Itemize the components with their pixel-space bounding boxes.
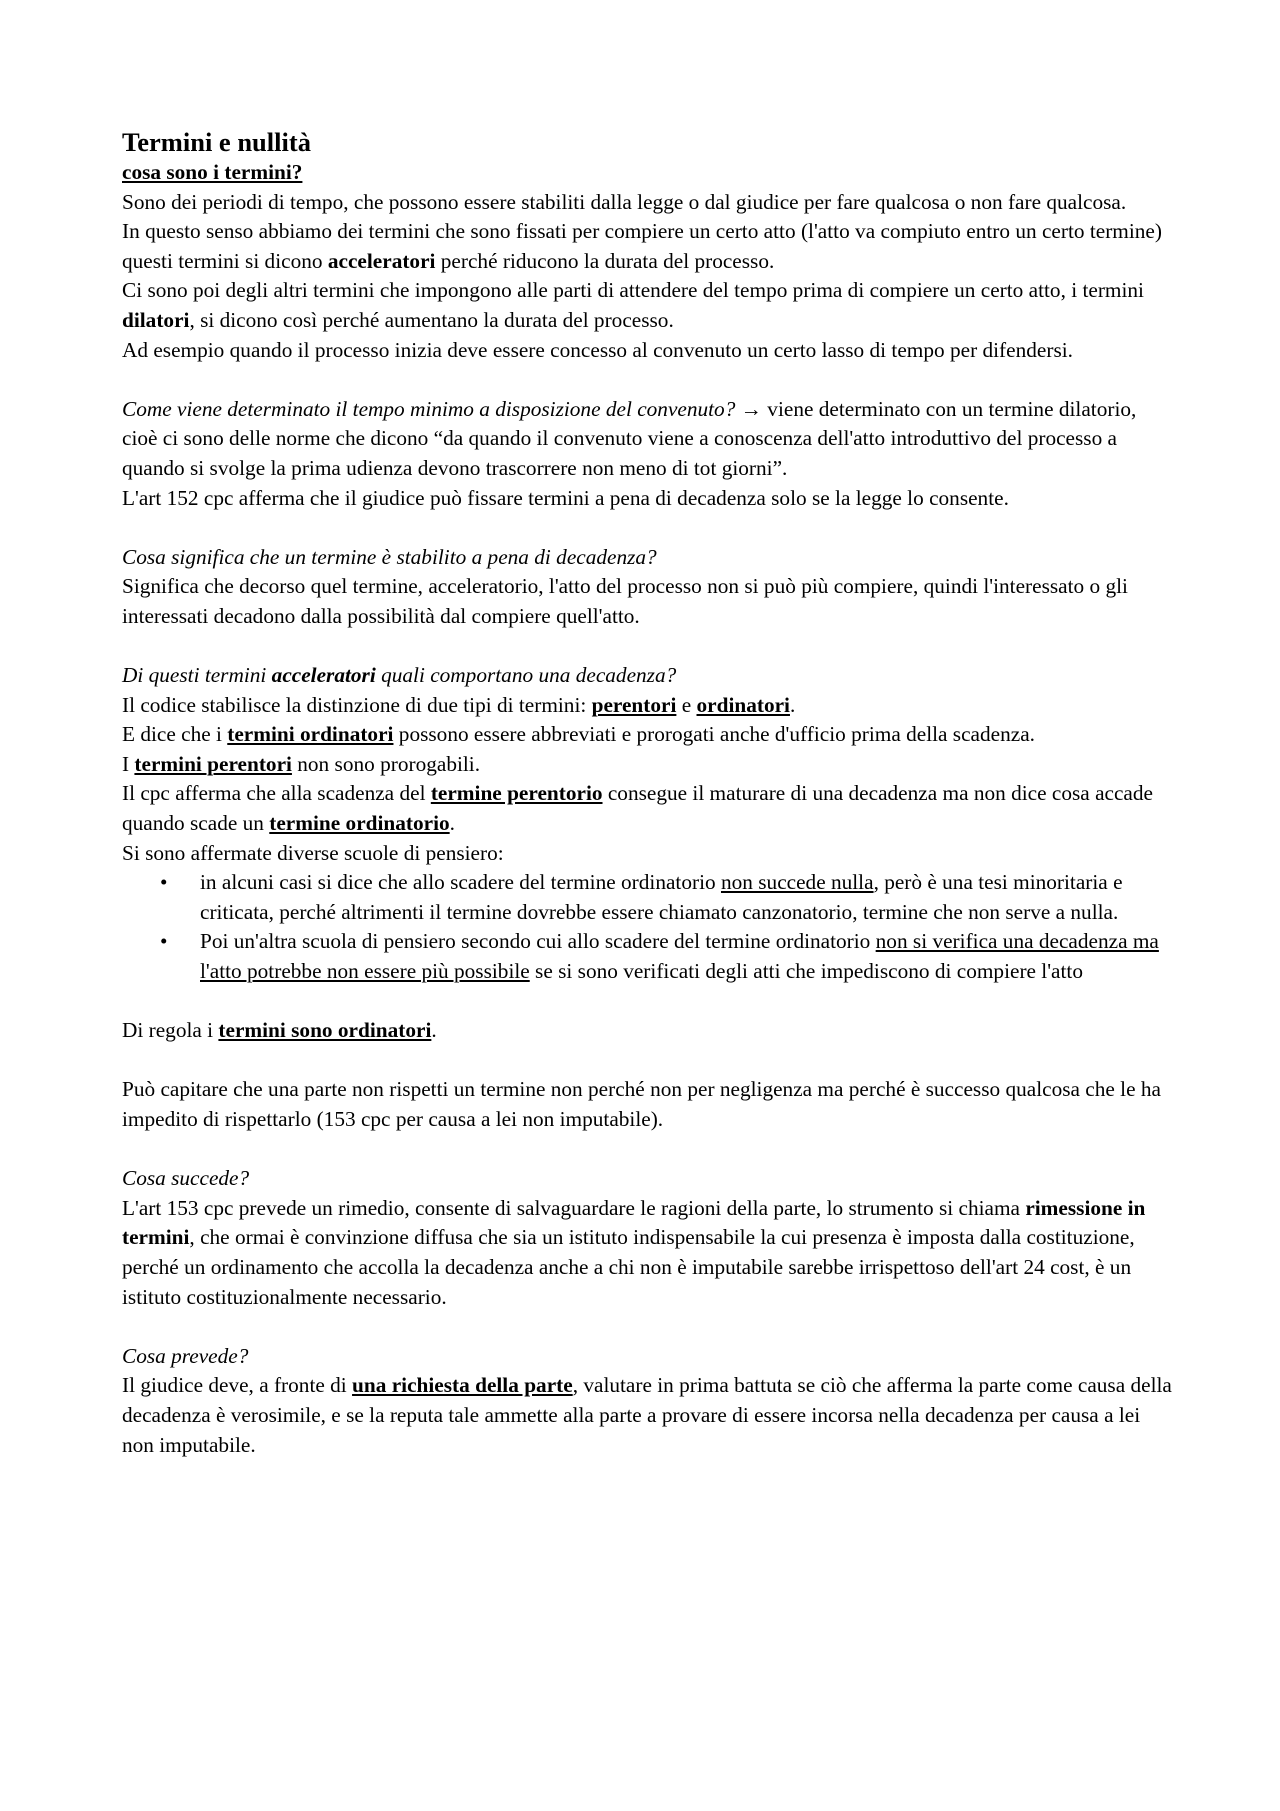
text-run: possono essere abbreviati e prorogati anche d'ufficio prima della scadenza. [393,722,1035,747]
spacer [122,1312,1172,1342]
text-run: Di questi termini [122,663,272,688]
text-run: Il giudice deve, a fronte di [122,1373,353,1398]
paragraph-cpc-scadenza [122,779,1172,838]
spacer [122,1046,1172,1076]
answer-text: → viene determinato con un termine dilatorio, cioè ci sono delle norme che dicono “da quando il convenuto viene a conoscenza dell'atto introduttivo del processo a quando si svolge la prima udienza devono trascorrere non meno di tot giorni”. [122,396,1137,480]
text-run: Ci sono poi degli altri termini che impongono alle parti di attendere del tempo prima di compiere un certo atto, i termini [122,278,1144,303]
paragraph-ordinatori [122,720,1172,750]
underlined-text: non si verifica una decadenza ma l'atto potrebbe non essere più possibile [200,929,1159,984]
term-richiesta-parte: una richiesta della parte [352,1373,573,1398]
question-5: Cosa prevede? [122,1343,249,1368]
bullet-list [122,868,1172,986]
paragraph-definition: Sono dei periodi di tempo, che possono essere stabiliti dalla legge o dal giudice per fare qualcosa o non fare qualcosa. [122,189,1127,214]
text-run: consegue il maturare di una decadenza ma non dice cosa accade quando scade un [122,781,1153,836]
spacer [122,987,1172,1017]
paragraph-art-152: L'art 152 cpc afferma che il giudice può fissare termini a pena di decadenza solo se la legge lo consente. [122,485,1009,510]
question-2: Cosa significa che un termine è stabilito a pena di decadenza? [122,544,657,569]
paragraph-giudice [122,1371,1172,1460]
question-3 [122,661,1172,691]
term-perentori: perentori [591,692,677,717]
text-run: , però è una tesi minoritaria e criticata, perché altrimenti il termine dovrebbe essere chiamato canzonatorio, termine che non serve a nulla. [200,870,1123,924]
term-ordinatori: ordinatori [696,692,790,717]
question-text: Come viene determinato il tempo minimo a disposizione del convenuto? [122,396,736,421]
text-run: quali comportano una decadenza? [375,663,677,688]
text-run: , valutare in prima battuta se ciò che afferma la parte come causa della decadenza è verosimile, e se la reputa tale ammette alla parte a provare di essere incorsa nella decadenza per causa a lei non imputabile. [122,1373,1172,1457]
bullet-icon: • [160,929,168,954]
spacer [122,1135,1172,1165]
text-run: E dice che i [122,722,228,747]
paragraph-negligenza: Può capitare che una parte non rispetti un termine non perché non per negligenza ma perché è successo qualcosa che le ha impedito di rispettarlo (153 cpc per causa a lei non imputabile). [122,1077,1161,1131]
paragraph-distinzione [122,691,1172,721]
text-run: Il cpc afferma che alla scadenza del [122,781,431,806]
text-run: L'art 153 cpc prevede un rimedio, consente di salvaguardare le ragioni della parte, lo strumento si chiama [122,1195,1026,1220]
spacer [122,365,1172,395]
text-run: in alcuni casi si dice che allo scadere del termine ordinatorio [200,870,721,895]
bold-term-acceleratori: acceleratori [327,248,436,273]
text-run: . [449,811,455,836]
bold-term-dilatori: dilatori [122,307,190,332]
term-termini-sono-ordinatori: termini sono ordinatori [218,1018,432,1043]
paragraph-acceleratori [122,217,1172,276]
spacer [122,632,1172,662]
spacer [122,513,1172,543]
text-run: , che ormai è convinzione diffusa che sia un istituto indispensabile la cui presenza è imposta dalla costituzione, perché un ordinamento che accolla la decadenza anche a chi non è imputabile sarebbe irrispettoso dell'art 24 cost, è un istituto costituzionalmente necessario. [122,1225,1135,1309]
text-run: In questo senso abbiamo dei termini che sono fissati per compiere un certo atto (l'atto va compiuto entro un certo termine) questi termini si dicono [122,219,1162,273]
paragraph-example: Ad esempio quando il processo inizia deve essere concesso al convenuto un certo lasso di tempo per difendersi. [122,337,1073,362]
bold-term-acceleratori: acceleratori [271,663,376,688]
text-run: non sono prorogabili. [291,751,481,776]
underlined-text: non succede nulla [720,870,874,895]
text-run: perché riducono la durata del processo. [435,248,775,273]
text-run: . [789,692,796,717]
text-run: I [122,751,135,776]
page-title: Termini e nullità [122,127,311,157]
section-subtitle: cosa sono i termini? [122,160,303,184]
term-termine-ordinatorio: termine ordinatorio [269,811,450,836]
text-run: , si dicono così perché aumentano la durata del processo. [189,307,674,332]
document-page [122,126,1172,1460]
paragraph-question-1 [122,395,1172,484]
paragraph-decadenza-meaning: Significa che decorso quel termine, acceleratorio, l'atto del processo non si può più compiere, quindi l'interessato o gli interessati decadono dalla possibilità dal compiere quell'atto. [122,574,1128,628]
term-termine-perentorio: termine perentorio [430,781,603,806]
paragraph-regola [122,1016,1172,1046]
text-run: e [676,692,697,717]
paragraph-art-153 [122,1194,1172,1312]
list-item [160,927,1172,986]
paragraph-perentori [122,750,1172,780]
text-run: Il codice stabilisce la distinzione di due tipi di termini: [122,692,592,717]
text-run: se si sono verificati degli atti che impediscono di compiere l'atto [529,959,1083,984]
bold-term-rimessione: rimessione in termini [122,1195,1146,1250]
list-item [160,868,1172,927]
text-run: . [431,1018,437,1043]
term-termini-perentori: termini perentori [134,751,292,776]
question-4: Cosa succede? [122,1166,250,1191]
text-run: Poi un'altra scuola di pensiero secondo cui allo scadere del termine ordinatorio [200,929,876,954]
term-termini-ordinatori: termini ordinatori [227,722,394,747]
text-run: Di regola i [122,1018,219,1043]
paragraph-dilatori [122,276,1172,335]
bullet-icon: • [160,870,168,895]
paragraph-scuole: Si sono affermate diverse scuole di pensiero: [122,840,504,865]
